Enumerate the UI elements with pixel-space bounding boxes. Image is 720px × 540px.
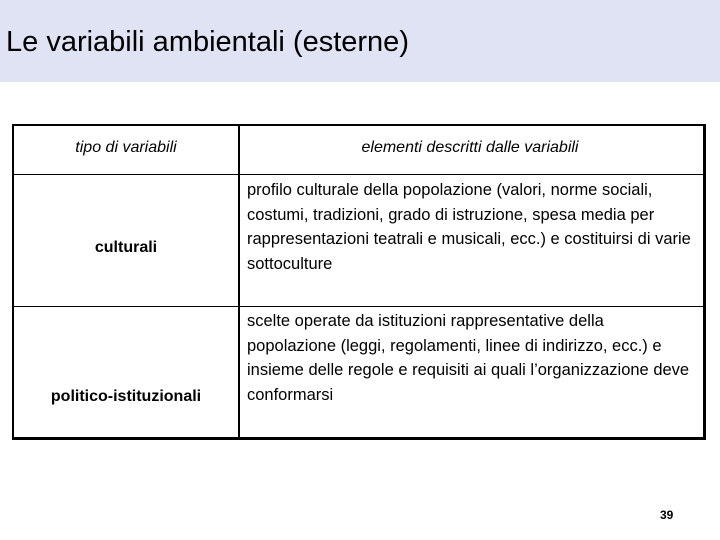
- title-bar: [0, 0, 720, 82]
- row-type-politico-istituzionali: politico-istituzionali: [50, 387, 202, 405]
- row-description-culturali: profilo culturale della popolazione (valori, norme sociali, costumi, tradizioni, grado di istruzione, spesa media per rappresentazioni teatrali e musicali, ecc.) e costituirsi di varie sottoculture: [247, 181, 691, 273]
- row-description-politico-istituzionali: scelte operate da istituzioni rappresentative della popolazione (leggi, regolamenti, linee di indirizzo, ecc.) e insieme delle regole e requisiti ai quali l’organizzazione deve conformarsi: [247, 312, 690, 404]
- variables-table: [12, 124, 706, 440]
- row-type-culturali: culturali: [94, 238, 158, 256]
- header-described-elements: elementi descritti dalle variabili: [361, 139, 579, 156]
- header-variable-type: tipo di variabili: [75, 139, 177, 156]
- page-number: 39: [660, 508, 674, 522]
- slide-title: Le variabili ambientali (esterne): [6, 26, 409, 58]
